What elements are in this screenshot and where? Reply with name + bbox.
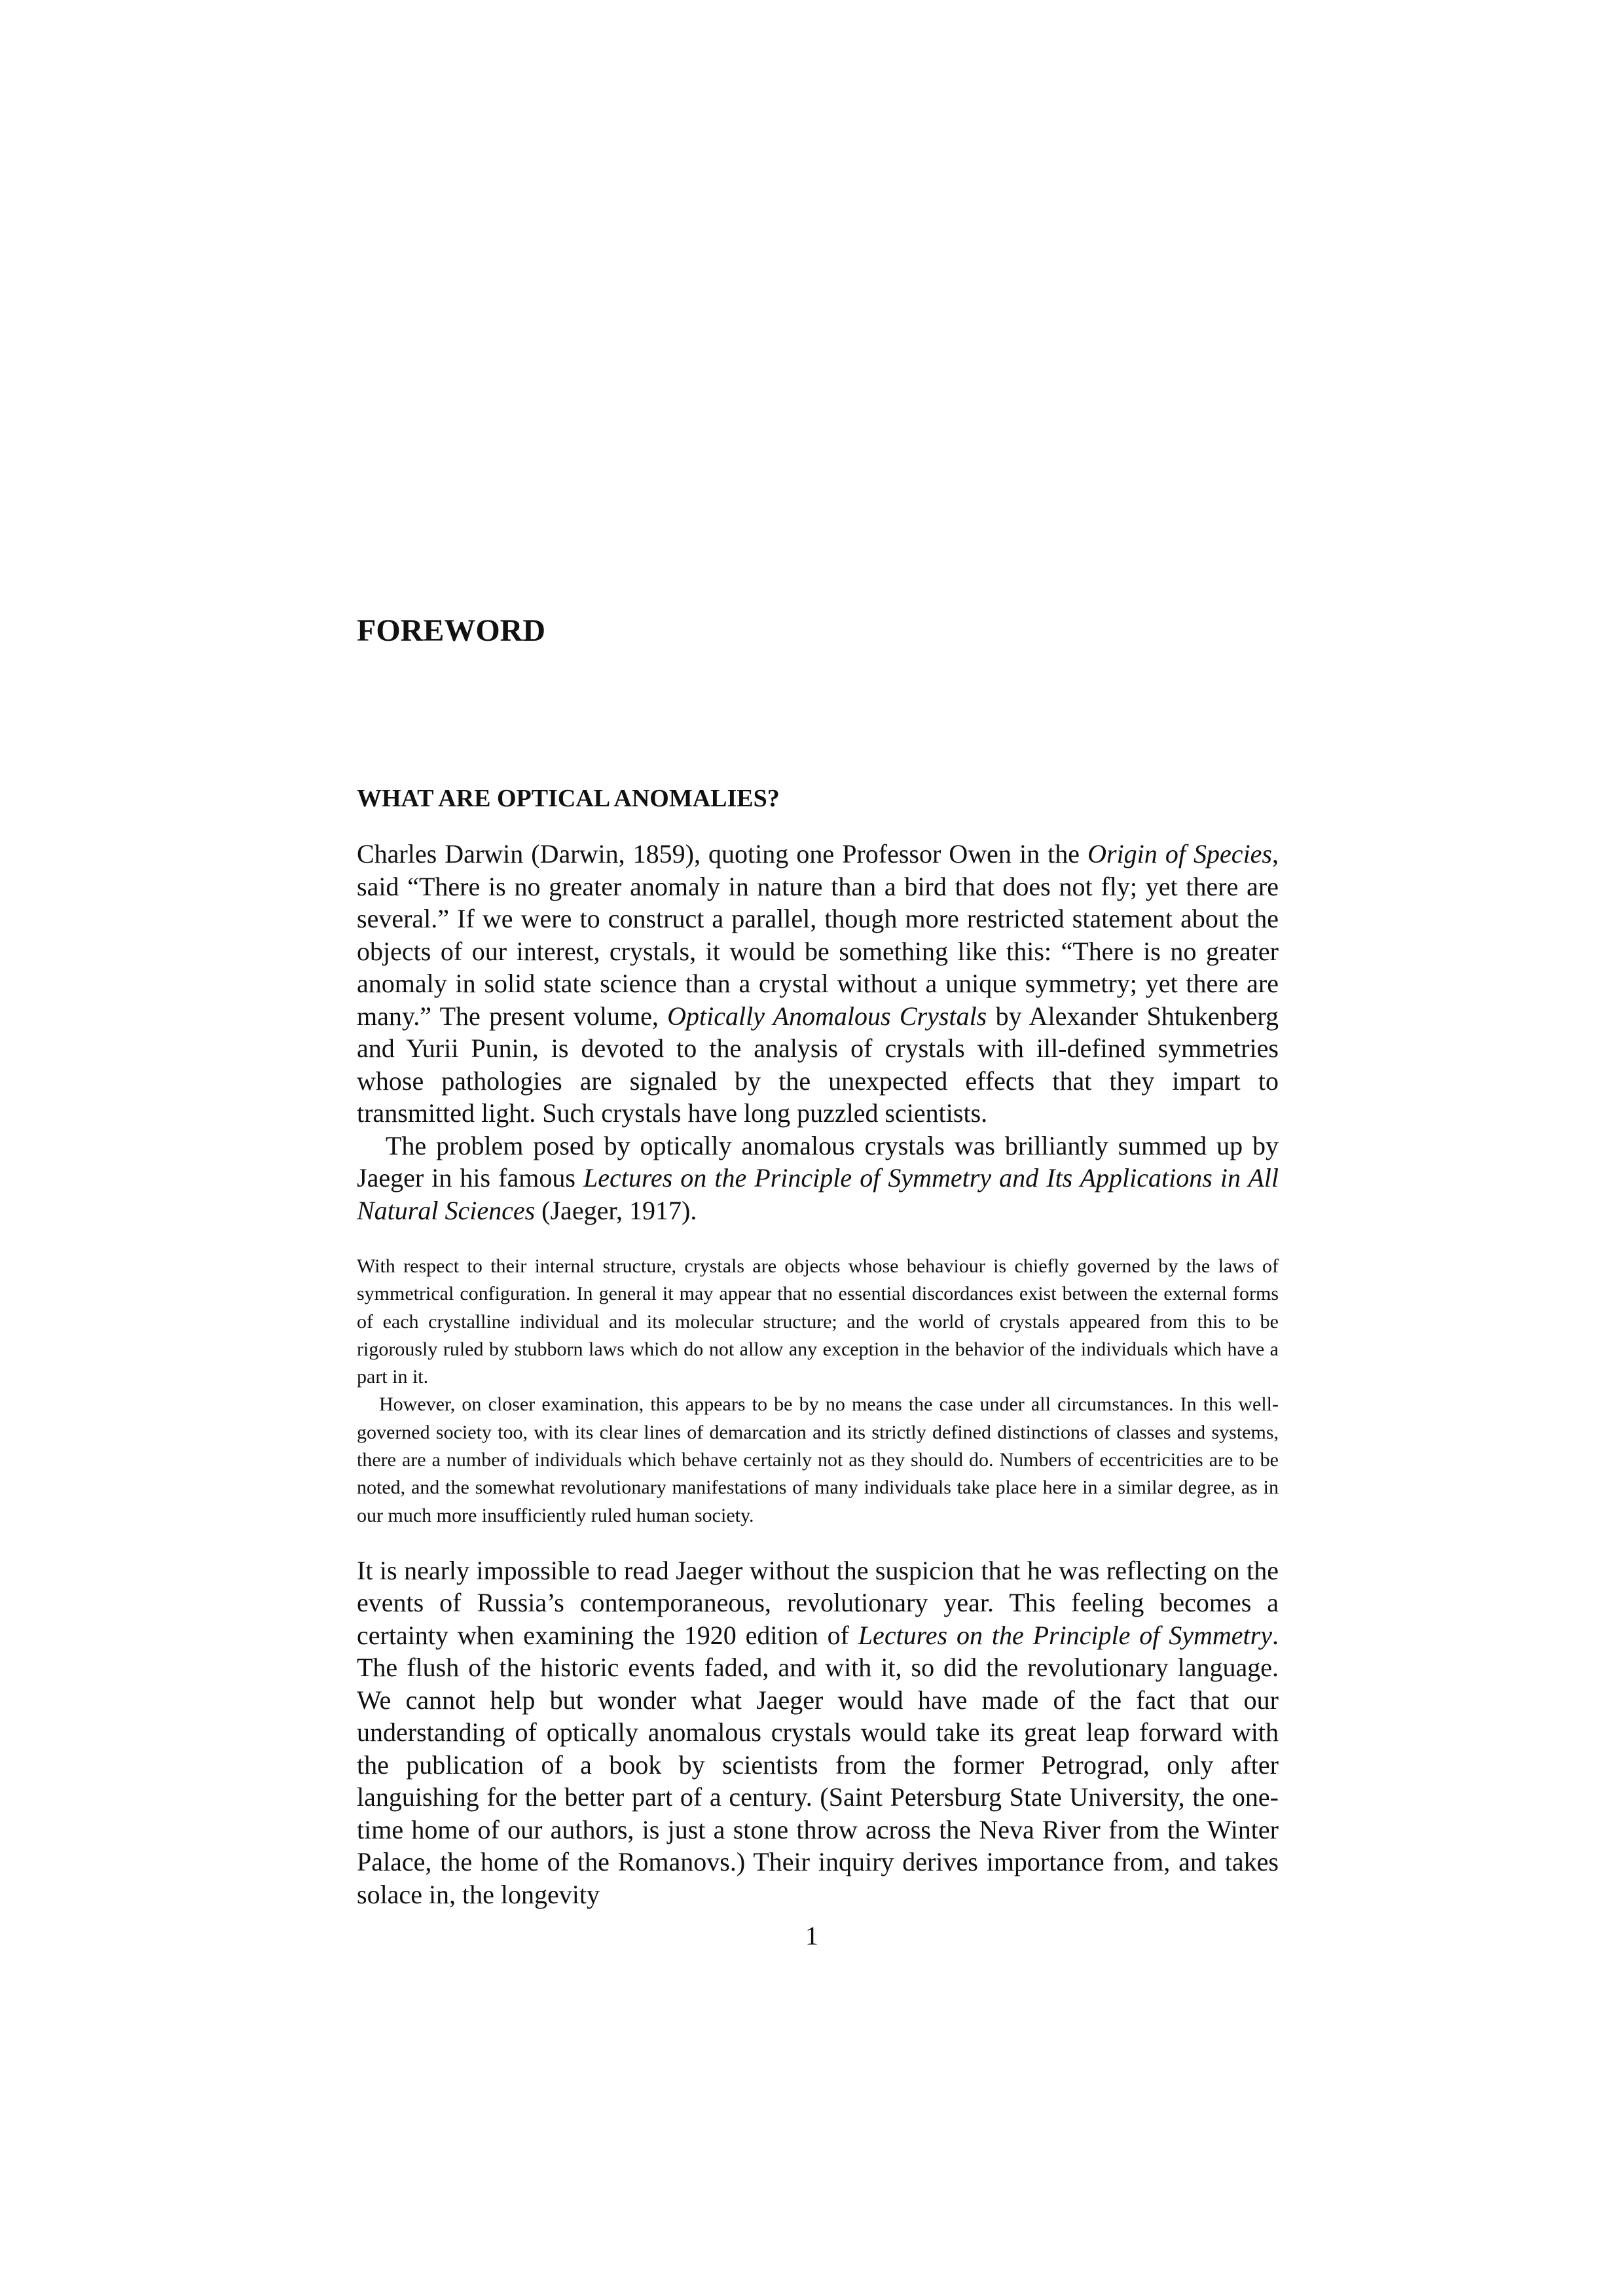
paragraph-darwin (357, 838, 1279, 1130)
paragraph-jaeger-intro (357, 1130, 1279, 1227)
italic-title-lectures: Lectures on the Principle of Symmetry and Its Applications in All Natural Sciences (357, 1163, 1279, 1225)
block-quote (357, 1253, 1279, 1530)
quote-paragraph-2: However, on closer examination, this appears to be by no means the case under all circumstances. In this well-governed society too, with its clear lines of demarcation and its strictly defined distinctions of classes and systems, there are a number of individuals which behave certainly not as they should do. Numbers of eccentricities are to be noted, and the somewhat revolutionary manifestations of many individuals take place here in a similar degree, as in our much more insufficiently ruled human society. (357, 1393, 1279, 1526)
paragraph-text: , said “There is no greater anomaly in nature than a bird that does not fly; yet there are several.” If we were to construct a parallel, though more restricted statement about the objects of our interest, crystals, it would be something like this: “There is no greater anomaly in solid state science than a crystal without a unique symmetry; yet there are many.” The present volume, (357, 839, 1279, 1031)
italic-title-origin-of-species: Origin of Species (1087, 839, 1272, 869)
paragraph-text: It is nearly impossible to read Jaeger without the suspicion that he was reflecting on the events of Russia’s contemporaneous, revolutionary year. This feeling becomes a certainty when examining the 1920 edition of (357, 1555, 1279, 1650)
paragraph-reflection (357, 1554, 1279, 1911)
italic-title-optically-anomalous-crystals: Optically Anomalous Crystals (667, 1001, 987, 1031)
quote-paragraph-1: With respect to their internal structure, crystals are objects whose behaviour is chiefly governed by the laws of symmetrical configuration. In general it may appear that no essential discordances exist between the external forms of each crystalline individual and its molecular structure; and the world of crystals appeared from this to be rigorously ruled by stubborn laws which do not allow any exception in the behavior of the individuals which have a part in it. (357, 1255, 1279, 1388)
body-text (357, 838, 1279, 1910)
paragraph-text: (Jaeger, 1917). (535, 1195, 697, 1225)
paragraph-text: by Alexander Shtukenberg and Yurii Punin, is devoted to the analysis of crystals with ill-defined symmetries whose pathologies are signaled by the unexpected effects that they impart to transmitted light. Such crystals have long puzzled scientists. (357, 1001, 1279, 1128)
paragraph-text: . The flush of the historic events faded, and with it, so did the revolutionary language. We cannot help but wonder what Jaeger would have made of the fact that our understanding of optically anomalous crystals would take its great leap forward with the publication of a book by scientists from the former Petrograd, only after languishing for the better part of a century. (Saint Petersburg State University, the one-time home of our authors, is just a stone throw across the Neva River from the Winter Palace, the home of the Romanovs.) Their inquiry derives importance from, and takes solace in, the longevity (357, 1620, 1279, 1909)
italic-title-principle-of-symmetry: Lectures on the Principle of Symmetry (858, 1620, 1272, 1650)
page-number: 1 (805, 1921, 818, 1950)
paragraph-text: Charles Darwin (Darwin, 1859), quoting one Professor Owen in the (357, 839, 1088, 869)
paragraph-text: The problem posed by optically anomalous crystals was brilliantly summed up by Jaeger in his famous (357, 1130, 1279, 1193)
section-title: WHAT ARE OPTICAL ANOMALIES? (357, 785, 780, 812)
chapter-title: FOREWORD (357, 613, 545, 648)
